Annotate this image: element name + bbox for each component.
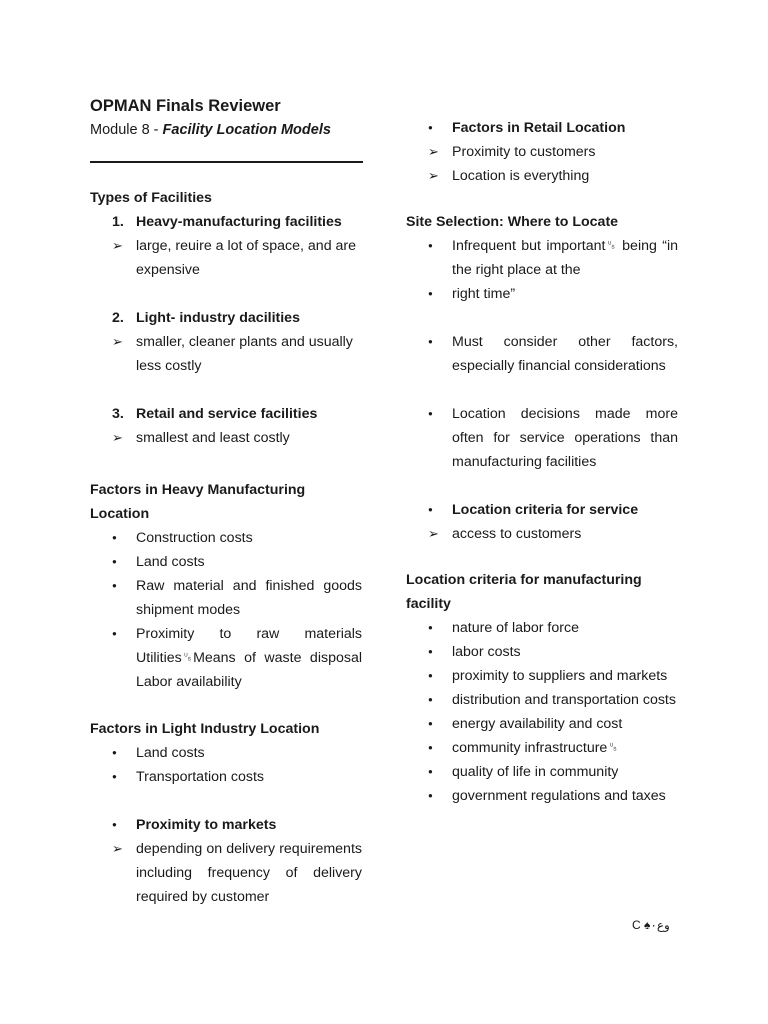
light-industry-section xyxy=(90,717,362,909)
list-item xyxy=(406,234,678,282)
list-item xyxy=(90,330,362,378)
module-subtitle xyxy=(90,120,331,140)
bullet-icon xyxy=(428,402,448,428)
list-item xyxy=(406,688,678,712)
list-item xyxy=(406,640,678,664)
page-footer-mark: C ♠وع٠ xyxy=(632,918,670,932)
item-number: 3. xyxy=(112,406,124,422)
list-item xyxy=(406,736,678,760)
document-title: OPMAN Finals Reviewer xyxy=(90,97,281,115)
list-item-text: Infrequent but important␟ being “in the right place at the xyxy=(452,238,678,278)
bullet-icon xyxy=(428,664,448,690)
site-selection-section xyxy=(406,210,678,546)
list-item-text: large, reuire a lot of space, and are expensive xyxy=(136,238,357,278)
list-item-text: Land costs xyxy=(136,554,205,570)
list-item xyxy=(90,550,362,574)
list-item-text: quality of life in community xyxy=(452,764,619,780)
list-item xyxy=(90,402,362,426)
bullet-icon xyxy=(112,813,132,839)
item-number: 2. xyxy=(112,310,124,326)
list-item-text: labor costs xyxy=(452,644,521,660)
list-item-text: proximity to suppliers and markets xyxy=(452,668,668,684)
list-item xyxy=(406,498,678,522)
list-item xyxy=(90,426,362,450)
section-heading: Types of Facilities xyxy=(90,190,212,206)
list-item-label: Light- industry dacilities xyxy=(136,310,300,326)
arrow-bullet-icon: ➢ xyxy=(112,334,123,349)
list-item-text: community infrastructure␟ xyxy=(452,740,619,756)
arrow-bullet-icon: ➢ xyxy=(112,841,123,856)
list-item xyxy=(406,116,678,140)
bullet-icon xyxy=(112,574,132,600)
bullet-icon xyxy=(112,526,132,552)
list-item-text: distribution and transportation costs xyxy=(452,692,676,708)
list-item-text: energy availability and cost xyxy=(452,716,623,732)
section-heading: Location criteria for manufacturing facility xyxy=(406,572,642,612)
list-item xyxy=(406,164,678,188)
list-item-text: smaller, cleaner plants and usually less costly xyxy=(136,334,353,374)
list-item-text: right time” xyxy=(452,286,516,302)
list-item xyxy=(90,306,362,330)
bullet-icon xyxy=(428,330,448,356)
list-item-text: Location is everything xyxy=(452,168,590,184)
list-item xyxy=(406,282,678,306)
list-item-text: depending on delivery requirements including frequency of delivery required by customer xyxy=(136,841,362,905)
manufacturing-criteria-section xyxy=(406,568,678,808)
list-item xyxy=(90,526,362,550)
list-item-label: Retail and service facilities xyxy=(136,406,318,422)
arrow-bullet-icon: ➢ xyxy=(428,526,439,541)
bullet-icon xyxy=(112,550,132,576)
list-item xyxy=(90,741,362,765)
list-item-text: nature of labor force xyxy=(452,620,579,636)
bullet-icon xyxy=(428,784,448,810)
list-item xyxy=(90,210,362,234)
list-item xyxy=(406,712,678,736)
list-item-label: Location criteria for service xyxy=(452,502,639,518)
section-heading: Factors in Light Industry Location xyxy=(90,721,320,737)
list-item xyxy=(406,140,678,164)
section-heading: Site Selection: Where to Locate xyxy=(406,214,619,230)
bullet-icon xyxy=(428,760,448,786)
list-item-text: smallest and least costly xyxy=(136,430,290,446)
list-item xyxy=(90,837,362,909)
list-item-text: Must consider other factors, especially financial considerations xyxy=(452,334,678,374)
bullet-icon xyxy=(428,640,448,666)
list-item xyxy=(90,765,362,789)
list-item xyxy=(406,760,678,784)
list-item-label: Factors in Retail Location xyxy=(452,120,626,136)
list-item-label: Heavy-manufacturing facilities xyxy=(136,214,342,230)
types-of-facilities-section xyxy=(90,186,362,450)
bullet-icon xyxy=(428,116,448,142)
module-title: Facility Location Models xyxy=(162,122,331,138)
item-number: 1. xyxy=(112,214,124,230)
list-item xyxy=(406,784,678,808)
arrow-bullet-icon: ➢ xyxy=(112,430,123,445)
bullet-icon xyxy=(428,736,448,762)
heavy-manufacturing-section xyxy=(90,478,362,694)
module-prefix: Module 8 - xyxy=(90,122,163,138)
list-item-text: Location decisions made more often for service operations than manufacturing facilities xyxy=(452,406,678,470)
bullet-icon xyxy=(428,616,448,642)
list-item xyxy=(406,402,678,474)
bullet-icon xyxy=(428,712,448,738)
list-item xyxy=(90,234,362,282)
list-item-text: Construction costs xyxy=(136,530,253,546)
list-item xyxy=(406,522,678,546)
bullet-icon xyxy=(428,498,448,524)
arrow-bullet-icon: ➢ xyxy=(428,144,439,159)
list-item-label: Proximity to markets xyxy=(136,817,277,833)
list-item xyxy=(90,622,362,694)
bullet-icon xyxy=(112,765,132,791)
arrow-bullet-icon: ➢ xyxy=(112,238,123,253)
bullet-icon xyxy=(428,688,448,714)
list-item-text: government regulations and taxes xyxy=(452,788,666,804)
title-divider xyxy=(90,161,363,163)
section-heading: Factors in Heavy Manufacturing Location xyxy=(90,482,306,522)
arrow-bullet-icon: ➢ xyxy=(428,168,439,183)
list-item-text: access to customers xyxy=(452,526,582,542)
list-item xyxy=(406,330,678,378)
list-item xyxy=(406,664,678,688)
list-item xyxy=(90,813,362,837)
list-item-text: Transportation costs xyxy=(136,769,265,785)
list-item xyxy=(406,616,678,640)
list-item-text: Proximity to customers xyxy=(452,144,596,160)
list-item-text: Proximity to raw materials Utilities␟Means of waste disposal Labor availability xyxy=(136,626,362,690)
bullet-icon xyxy=(428,282,448,308)
bullet-icon xyxy=(428,234,448,260)
bullet-icon xyxy=(112,622,132,648)
list-item-text: Raw material and finished goods shipment modes xyxy=(136,578,362,618)
list-item-text: Land costs xyxy=(136,745,205,761)
list-item xyxy=(90,574,362,622)
retail-location-section xyxy=(406,116,678,188)
bullet-icon xyxy=(112,741,132,767)
